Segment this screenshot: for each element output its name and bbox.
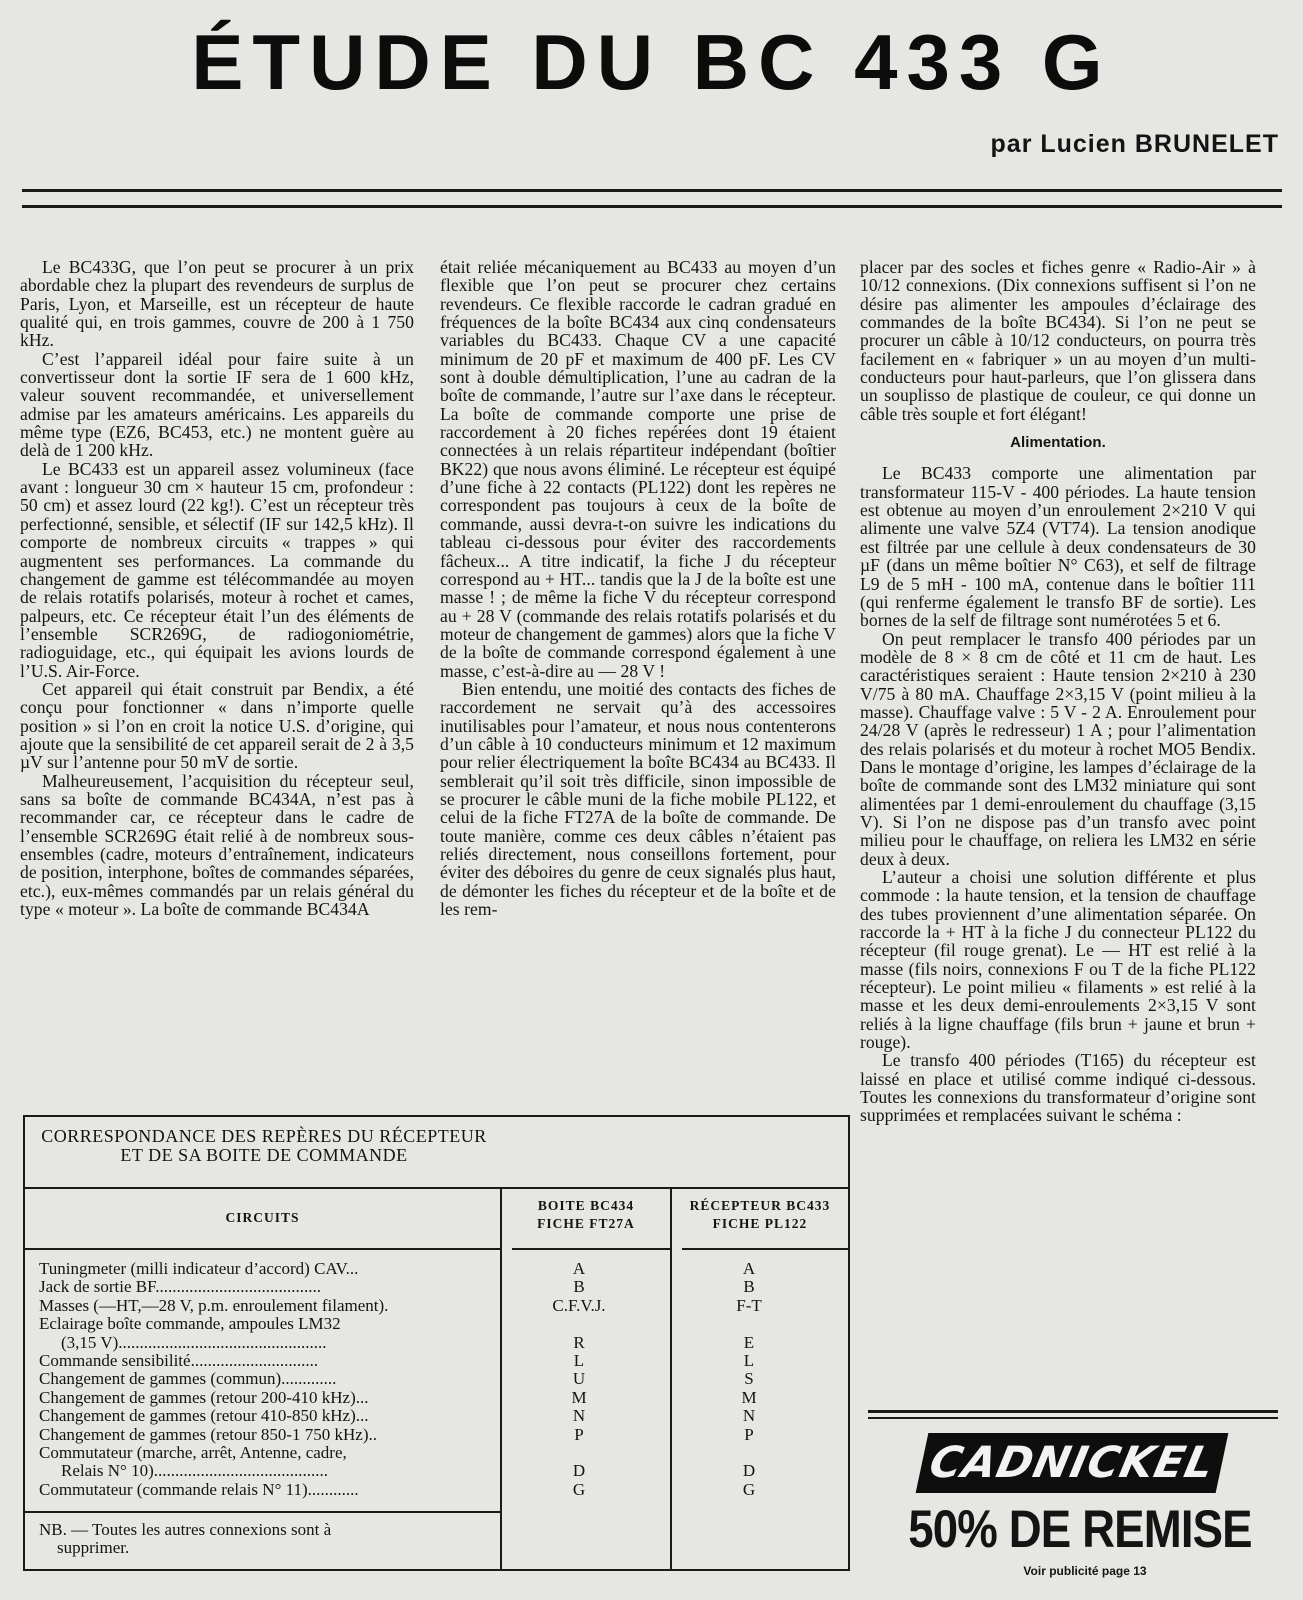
ad-rule-bottom (868, 1417, 1278, 1419)
header-recepteur (672, 1197, 848, 1233)
row-boite-value: L (573, 1351, 585, 1370)
row-circuit-label: Tuningmeter (milli indicateur d’accord) CAV... (39, 1260, 359, 1278)
row-boite-value: B (573, 1277, 585, 1297)
paragraph: Bien entendu, une moitié des contacts des fiches de raccordement ne servait qu’à des accessoires inutilisables pour l’amateur, et nous nous contenterons d’un câble à 10 conducteurs minimum et 12 maximum pour relier électriquement la boîte BC434 au BC433. Il semblerait qu’il soit très difficile, sinon impossible de se procurer le câble muni de la fiche mobile PL122, et celui de la fiche FT27A de la boîte de commande. De toute manière, comme ces deux câbles n’étaient pas reliés directement, nous conseillons fortement, pour éviter des déboires du genre de ceux signalés plus haut, de démonter les fiches du récepteur et de la boîte et de les rem- (440, 678, 836, 920)
table-header-rule-lower (682, 1248, 848, 1250)
row-circuit-label: Jack de sortie BF....................................... (39, 1278, 321, 1297)
table-row (39, 1426, 839, 1444)
row-recepteur-value: S (744, 1369, 754, 1389)
row-circuit-label: (3,15 V)................................................. (61, 1333, 327, 1352)
paragraph: Le BC433 est un appareil assez volumineux (face avant : longueur 30 cm × hauteur 15 cm, profondeur : 50 cm) et assez lourd (22 kg!). C’est un récepteur très perfectionné, sensible, et sélectif (IF sur 142,5 kHz). Il comporte de nombreux circuits « trappes » qui augmentent ses performances. La commande du changement de gamme est télécommandée au moyen de relais rotatifs polarisés, moteur à rochet et cames, palpeurs, etc. Ce récepteur était l’un des éléments de l’ensemble SCR269G, de radiogoniométrie, radioguidage, etc., qui équipait les avions lourds de l’U.S. Air-Force. (20, 458, 414, 681)
header-recepteur-line-1: RÉCEPTEUR BC433 (689, 1198, 831, 1213)
article-column-1 (20, 258, 414, 918)
row-recepteur-value: N (742, 1406, 756, 1426)
cadnickel-logo: CADNICKEL (916, 1433, 1229, 1493)
row-boite-value: A (572, 1259, 586, 1278)
section-heading: Alimentation. (1010, 434, 1106, 452)
header-rule-bottom (22, 205, 1282, 208)
row-circuit-label: Changement de gammes (retour 850-1 750 kHz).. (39, 1425, 378, 1444)
row-recepteur-value: A (742, 1259, 756, 1278)
row-circuit-label: Relais N° 10)......................................... (61, 1462, 328, 1481)
row-recepteur-value: L (743, 1351, 755, 1370)
article-title: ÉTUDE DU BC 433 G (191, 18, 1112, 106)
row-circuit-label: Commutateur (commande relais N° 11)............ (39, 1480, 359, 1499)
table-row (39, 1315, 839, 1333)
table-title-line-1: CORRESPONDANCE DES REPÈRES DU RÉCEPTEUR (41, 1126, 487, 1146)
row-boite-value: C.F.V.J. (552, 1295, 606, 1315)
table-row (39, 1352, 839, 1370)
table-row (39, 1260, 839, 1278)
paragraph: Cet appareil qui était construit par Bendix, a été conçu pour fonctionner « dans n’importe quelle position » si l’on en croit la notice U.S. d’origine, qui ajoute que la sensibilité de cet appareil serait de 2 à 3,5 µV sur l’antenne pour 50 mV de sortie. (20, 678, 414, 773)
header-boite-line-2: FICHE FT27A (537, 1216, 635, 1231)
paragraph: Le BC433 comporte une alimentation par transformateur 115-V - 400 périodes. La haute tension est obtenue au moyen d’un enroulement 2×210 V qui alimente une valve 5Z4 (VT74). La tension anodique est filtrée par une cellule à deux condensateurs de 30 µF (dans un même boîtier N° C63), et self de filtrage L9 de 5 mH - 100 mA, contenue dans le boîtier 111 (qui renferme également le transfo BF de sortie). Les bornes de la self de filtrage sont numérotées 5 et 6. (860, 463, 1256, 631)
footnote-line-2: supprimer. (57, 1538, 130, 1557)
header-recepteur-line-2: FICHE PL122 (712, 1216, 808, 1231)
paragraph: placer par des socles et fiches genre « Radio-Air » à 10/12 connexions. (Dix connexions suffisent si l’on ne désire pas alimenter les ampoules d’éclairage des commandes de la boîte BC434). Si l’on ne peut se procurer un câble à 10/12 conducteurs, on pourra très facilement en « fabriquer » un au moyen d’un multi-conducteurs pour haut-parleurs, que l’on glissera dans un souplisso de plastique de couleur, ce qui donne un câble très souple et fort élégant! (860, 257, 1256, 424)
table-row (39, 1462, 839, 1480)
row-recepteur-value: M (741, 1387, 757, 1407)
row-recepteur-value: P (744, 1424, 754, 1444)
row-boite-value: M (571, 1387, 587, 1407)
table-footnote (39, 1521, 497, 1557)
paragraph: L’auteur a choisi une solution différente et plus commode : la haute tension, et la tension de chauffage des tubes proviennent d’une alimentation séparée. On raccorde la + HT à la fiche J du connecteur PL122 du récepteur (fil rouge grenat). Le — HT est relié à la masse (fils noirs, connexions F ou T de la fiche PL122 récepteur). Le point milieu « filaments » est relié à la masse et les deux demi-enroulements 2×3,15 V sont reliés à la ligne chauffage (fils brun + jaune et brun + rouge). (860, 867, 1256, 1053)
row-boite-value: D (572, 1461, 586, 1481)
row-boite-value: R (573, 1332, 585, 1352)
row-recepteur-value: D (742, 1461, 756, 1481)
row-circuit-label: Changement de gammes (retour 200-410 kHz)... (39, 1388, 369, 1407)
row-recepteur-value: G (742, 1479, 756, 1499)
table-row (39, 1481, 839, 1499)
article-column-3 (860, 258, 1256, 1125)
table-row (39, 1297, 839, 1315)
row-recepteur-value: F-T (736, 1295, 762, 1315)
ad-offer: 50% DE REMISE (908, 1500, 1252, 1559)
table-header-rule (25, 1187, 848, 1189)
table-row (39, 1278, 839, 1296)
ad-rule-top (868, 1410, 1278, 1413)
row-boite-value: G (572, 1479, 586, 1499)
table-header-rule-lower (512, 1248, 670, 1250)
table-title (25, 1127, 503, 1165)
table-row (39, 1407, 839, 1425)
header-circuits: CIRCUITS (225, 1210, 300, 1225)
row-boite-value: P (574, 1424, 584, 1444)
row-recepteur-value: B (743, 1277, 755, 1297)
table-row (39, 1370, 839, 1388)
row-boite-value: U (572, 1369, 586, 1389)
table-row (39, 1389, 839, 1407)
row-circuit-label: Commande sensibilité.............................. (39, 1352, 319, 1370)
paragraph: C’est l’appareil idéal pour faire suite à un convertisseur dont la sortie IF sera de 1 600 kHz, valeur souvent recommandée, et universellement admise par les amateurs américains. Les appareils du même type (EZ6, BC453, etc.) ne montent guère au delà de 1 200 kHz. (20, 348, 414, 461)
author-byline: par Lucien BRUNELET (990, 130, 1279, 158)
paragraph: Le transfo 400 périodes (T165) du récepteur est laissé en place et utilisé comme indiqué ci-dessous. Toutes les connexions du transformateur d’origine sont supprimées et remplacées suivant le schéma : (860, 1050, 1256, 1126)
article-column-2 (440, 258, 836, 918)
paragraph: Malheureusement, l’acquisition du récepteur seul, sans sa boîte de commande BC434A, n’est pas à recommander car, ce récepteur dans le cadre de l’ensemble SCR269G était relié à de nombreux sous-ensembles (cadre, moteurs d’entraînement, indicateurs de position, interphone, boîtes de commandes séparées, etc.), eux-mêmes commandés par un relais général du type « moteur ». La boîte de commande BC434A (20, 770, 414, 920)
paragraph: On peut remplacer le transfo 400 périodes par un modèle de 8 × 8 cm de côté et 11 cm de haut. Les caractéristiques seraient : Haute tension 2×210 à 230 V/75 à 80 mA. Chauffage 2×3,15 V (point milieu à la masse). Chauffage valve : 5 V - 2 A. Enroulement pour 24/28 V (après le redresseur) 1 A ; pour l’alimentation des relais polarisés et du moteur à rochet MO5 Bendix. Dans le montage d’origine, les lampes d’éclairage de la boîte de commande sont des LM32 miniature qui sont alimentées par 1 demi-enroulement du chauffage (3,15 V). Si l’on ne dispose pas d’un transfo avec point milieu pour le chauffage, on reliera les LM32 en série deux à deux. (860, 628, 1256, 869)
header-boite-line-1: BOITE BC434 (537, 1198, 635, 1213)
row-boite-value: N (572, 1406, 586, 1426)
table-header-rule-lower (25, 1248, 500, 1250)
correspondence-table (23, 1115, 850, 1571)
paragraph: était reliée mécaniquement au BC433 au moyen d’un flexible que l’on peut se procurer chez certains revendeurs. Ce flexible raccorde le cadran gradué en fréquences de la boîte BC434 aux cinq condensateurs variables du BC433. Chaque CV a une capacité minimum de 20 pF et maximum de 400 pF. Les CV sont à double démultiplication, l’une au cadran de la boîte de commande, l’autre sur l’axe dans le récepteur. La boîte de commande comporte une prise de raccordement à 20 fiches repérées dont 19 étaient connectées à un relais répartiteur indépendant (boîtier BK22) que nous avons éliminé. Le récepteur est équipé d’une fiche à 22 contacts (PL122) dont les repères ne correspondent pas toujours à ceux de la boîte de commande, aussi devra-t-on suivre les indications du tableau ci-dessous pour éviter des raccordements fâcheux... A titre indicatif, la fiche J du récepteur correspond au + HT... tandis que la J de la boîte est une masse ! ; de même la fiche V du récepteur correspond au + 28 V (commande des relais rotatifs polarisés et du moteur de changement de gammes) alors que la fiche V de la boîte de commande correspond également à une masse, c’est-à-dire au — 28 V ! (440, 257, 836, 681)
row-recepteur-value: E (743, 1332, 755, 1352)
table-nb-rule (25, 1511, 500, 1513)
paragraph: Le BC433G, que l’on peut se procurer à un prix abordable chez la plupart des revendeurs de surplus de Paris, Lyon, et Marseille, est un récepteur de haute qualité qui, en trois gammes, couvre de 200 à 1 750 kHz. (20, 257, 414, 351)
table-row (39, 1334, 839, 1352)
header-rule-top (22, 189, 1282, 192)
row-circuit-label: Masses (—HT,—28 V, p.m. enroulement filament). (39, 1296, 389, 1315)
row-circuit-label: Commutateur (marche, arrêt, Antenne, cadre, (39, 1444, 347, 1462)
row-circuit-label: Eclairage boîte commande, ampoules LM32 (39, 1315, 341, 1334)
table-row (39, 1444, 839, 1462)
table-title-line-2: ET DE SA BOITE DE COMMANDE (120, 1145, 408, 1165)
row-circuit-label: Changement de gammes (commun)............. (39, 1370, 337, 1389)
header-boite (502, 1197, 670, 1233)
ad-note: Voir publicité page 13 (1023, 1564, 1147, 1578)
footnote-line-1: NB. — Toutes les autres connexions sont à (39, 1520, 332, 1539)
row-circuit-label: Changement de gammes (retour 410-850 kHz)... (39, 1407, 369, 1426)
